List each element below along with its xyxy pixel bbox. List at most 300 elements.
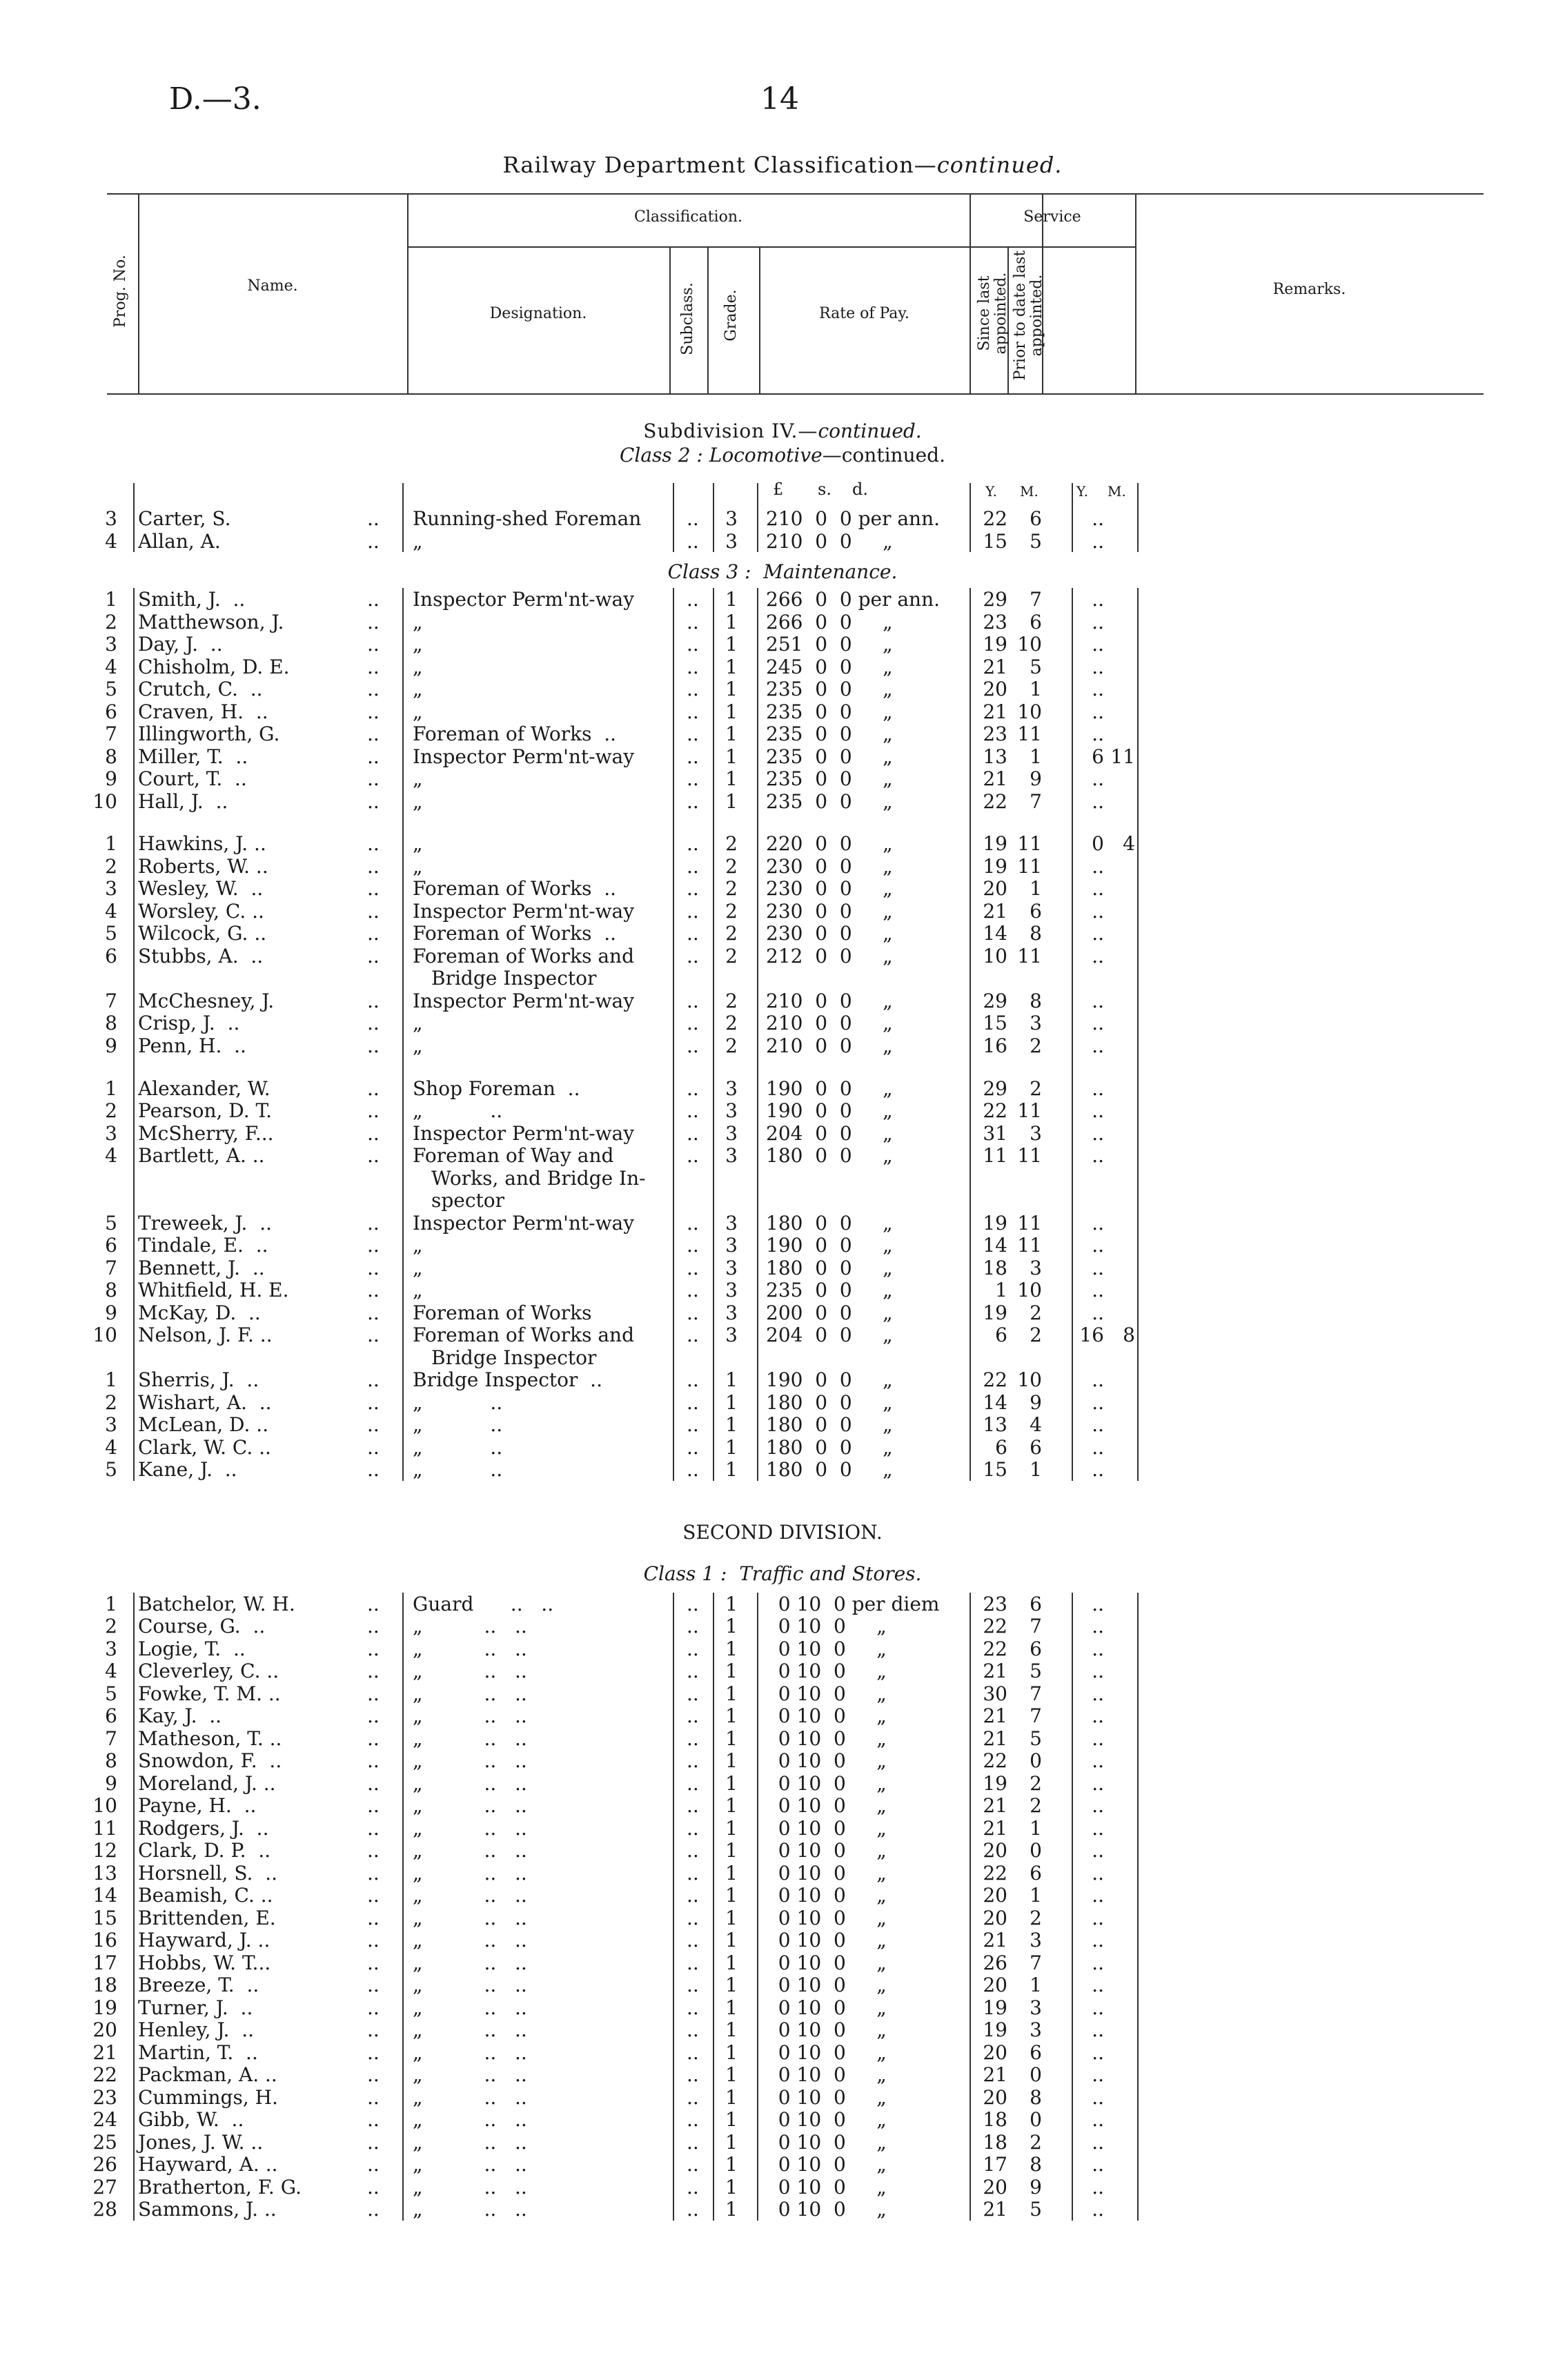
cell-rate: 0 10 0 „ [766, 1929, 887, 1951]
table-row [0, 1817, 1565, 1839]
cell-desig: „ [413, 1012, 423, 1035]
cell-name: Hawkins, J. .. [138, 832, 266, 856]
cell-sub: .. [687, 588, 699, 611]
column-rule [1072, 588, 1073, 1481]
cell-no: 12 [92, 1839, 117, 1862]
table-row [0, 1862, 1565, 1884]
subdivision-continued: continued. [818, 420, 922, 442]
column-rule [1137, 1593, 1139, 2221]
cell-name: Matheson, T. .. [138, 1727, 282, 1750]
cell-desig: „ .. .. [413, 2108, 527, 2131]
pence-unit: d. [852, 480, 868, 499]
column-rule [402, 588, 404, 1481]
cell-m: 10 [1017, 1279, 1042, 1301]
cell-grade: 1 [725, 1637, 738, 1660]
header-divider [707, 246, 709, 393]
class1-label: Class 1 : [643, 1562, 727, 1585]
class2-heading [0, 444, 1565, 466]
cell-grade: 3 [725, 1099, 738, 1122]
cell-m: 2 [1030, 1324, 1042, 1346]
cell-m: 10 [1017, 633, 1042, 656]
cell-m: 11 [1017, 1211, 1042, 1235]
cell-sub: .. [687, 767, 699, 790]
table-row [0, 633, 1565, 655]
cell-desig: „ [413, 1279, 423, 1301]
cell-py: .. [1092, 1592, 1104, 1615]
cell-py: .. [1092, 1390, 1104, 1414]
cell-m: 10 [1017, 1368, 1042, 1391]
cell-y: 21 [983, 2198, 1007, 2221]
cell-m: 7 [1030, 1615, 1042, 1638]
cell-desig: „ [413, 655, 423, 678]
cell-dots: .. [367, 610, 380, 633]
cell-no: 1 [105, 1592, 117, 1615]
cell-no: 6 [105, 700, 117, 723]
cell-dots: .. [367, 1012, 380, 1035]
cell-grade: 1 [725, 1413, 738, 1436]
cell-dots: .. [367, 854, 380, 878]
cell-rate: 235 0 0 „ [766, 789, 893, 813]
cell-name: Roberts, W. .. [138, 854, 268, 878]
table-row [0, 2153, 1565, 2175]
cell-m: 6 [1030, 2040, 1042, 2064]
column-rule [1072, 483, 1073, 552]
cell-desig: „ .. [413, 1435, 503, 1459]
cell-name: Jones, J. W. .. [138, 2130, 264, 2154]
cell-grade: 2 [725, 1012, 738, 1035]
cell-rate: 210 0 0 „ [766, 1034, 893, 1057]
table-row [0, 945, 1565, 967]
cell-y: 15 [983, 529, 1007, 553]
cell-dots: .. [367, 2018, 380, 2041]
cell-dots: .. [367, 789, 380, 813]
cell-name: Hobbs, W. T... [138, 1951, 271, 1974]
cell-dots: .. [367, 1682, 380, 1705]
cell-py: .. [1092, 1906, 1104, 1929]
cell-sub: .. [687, 922, 699, 945]
cell-desig: „ .. .. [413, 1615, 527, 1638]
cell-sub: .. [687, 1413, 699, 1436]
cell-no: 3 [105, 877, 117, 901]
cell-m: 10 [1017, 700, 1042, 723]
cell-no: 2 [105, 1099, 117, 1122]
cell-py: .. [1092, 700, 1104, 723]
cell-dots: .. [367, 877, 380, 901]
table-row [0, 1974, 1565, 1996]
cell-sub: .. [687, 1458, 699, 1481]
cell-rate: 0 10 0 „ [766, 1861, 887, 1885]
cell-dots: .. [367, 1704, 380, 1727]
years-unit: Y. [985, 483, 997, 500]
cell-rate: 204 0 0 „ [766, 1121, 893, 1145]
cell-no: 5 [105, 1682, 117, 1705]
cell-py: .. [1092, 2108, 1104, 2131]
cell-py: .. [1092, 1413, 1104, 1436]
cell-sub: .. [687, 1144, 699, 1167]
cell-name: Craven, H. .. [138, 700, 268, 723]
cell-rate: 190 0 0 „ [766, 1099, 893, 1122]
cell-dots: .. [367, 1034, 380, 1057]
cell-name: Packman, A. .. [138, 2063, 277, 2086]
cell-m: 5 [1030, 1660, 1042, 1682]
cell-dots: .. [367, 2198, 380, 2221]
cell-y: 21 [983, 1704, 1007, 1727]
cell-grade: 1 [725, 1660, 738, 1682]
cell-name: Wishart, A. .. [138, 1390, 272, 1414]
cell-dots: .. [367, 1435, 380, 1459]
prior-months-unit: M. [1108, 483, 1126, 500]
table-row [0, 1436, 1565, 1458]
cell-no: 9 [105, 1771, 117, 1795]
cell-dots: .. [367, 1816, 380, 1840]
column-rule [1137, 483, 1139, 552]
cell-rate: 230 0 0 „ [766, 922, 893, 945]
class3-heading [0, 560, 1565, 583]
cell-no: 7 [105, 722, 117, 745]
cell-rate: 230 0 0 „ [766, 877, 893, 901]
cell-sub: .. [687, 1012, 699, 1035]
prior-years-unit: Y. [1076, 483, 1088, 500]
cell-no: 22 [92, 2063, 117, 2086]
cell-rate: 190 0 0 „ [766, 1076, 893, 1100]
cell-y: 15 [983, 1458, 1007, 1481]
class2-title: Locomotive [709, 444, 823, 466]
cell-name: Crisp, J. .. [138, 1012, 240, 1035]
cell-sub: .. [687, 529, 699, 553]
cell-py: .. [1092, 767, 1104, 790]
cell-no: 4 [105, 1144, 117, 1167]
cell-rate: 0 10 0 „ [766, 1906, 887, 1929]
cell-dots: .. [367, 1256, 380, 1279]
cell-py: .. [1092, 633, 1104, 656]
cell-desig: „ .. .. [413, 2085, 527, 2109]
cell-m: 6 [1030, 507, 1042, 530]
cell-name: Course, G. .. [138, 1615, 266, 1638]
table-row [0, 1727, 1565, 1749]
cell-no: 21 [92, 2040, 117, 2064]
cell-py: .. [1092, 2130, 1104, 2154]
cell-desig: Inspector Perm'nt-way [413, 745, 635, 768]
cell-dots: .. [367, 2063, 380, 2086]
cell-grade: 1 [725, 1458, 738, 1481]
cell-desig: „ [413, 789, 423, 813]
cell-rate: 235 0 0 „ [766, 678, 893, 700]
cell-y: 18 [983, 2130, 1007, 2154]
cell-grade: 1 [725, 1884, 738, 1907]
cell-y: 21 [983, 767, 1007, 790]
cell-m: 11 [1017, 944, 1042, 967]
cell-y: 21 [983, 655, 1007, 678]
cell-no: 25 [92, 2130, 117, 2154]
title-main: Railway Department Classification— [502, 152, 937, 178]
cell-dots: .. [367, 1615, 380, 1638]
cell-desig: Shop Foreman .. [413, 1076, 580, 1100]
cell-grade: 1 [725, 2063, 738, 2086]
cell-desig: „ [413, 610, 423, 633]
cell-desig: „ .. .. [413, 1929, 527, 1951]
cell-name: Sammons, J. .. [138, 2198, 277, 2221]
table-row [0, 1704, 1565, 1727]
cell-dots: .. [367, 2040, 380, 2064]
cell-sub: .. [687, 899, 699, 923]
cell-name: McLean, D. .. [138, 1413, 269, 1436]
cell-rate: 0 10 0 „ [766, 2085, 887, 2109]
cell-y: 21 [983, 1727, 1007, 1750]
cell-desig: „ .. .. [413, 2175, 527, 2199]
cell-dots: .. [367, 700, 380, 723]
cell-grade: 1 [725, 1592, 738, 1615]
cell-no: 2 [105, 854, 117, 878]
cell-name: Snowdon, F. .. [138, 1749, 282, 1772]
cell-name: Bratherton, F. G. [138, 2175, 302, 2199]
cell-y: 21 [983, 1794, 1007, 1817]
cell-y: 17 [983, 2153, 1007, 2176]
cell-py: .. [1092, 1749, 1104, 1772]
cell-m: 1 [1030, 1458, 1042, 1481]
table-row [0, 530, 1565, 552]
cell-y: 22 [983, 1615, 1007, 1638]
cell-py: .. [1092, 1256, 1104, 1279]
cell-rate: 235 0 0 „ [766, 1279, 893, 1301]
table-row [0, 1279, 1565, 1301]
cell-y: 21 [983, 1816, 1007, 1840]
months-unit: M. [1020, 483, 1039, 500]
table-row [0, 1012, 1565, 1034]
cell-rate: 0 10 0 „ [766, 1682, 887, 1705]
cell-rate: 230 0 0 „ [766, 854, 893, 878]
cell-no: 1 [105, 832, 117, 856]
table-row [0, 1368, 1565, 1390]
cell-dots: .. [367, 2085, 380, 2109]
cell-sub: .. [687, 854, 699, 878]
designation-continuation: Works, and Bridge In- [431, 1166, 646, 1190]
cell-name: Breeze, T. .. [138, 1974, 259, 1996]
cell-grade: 1 [725, 610, 738, 633]
cell-y: 11 [983, 1144, 1007, 1167]
cell-grade: 1 [725, 1727, 738, 1750]
cell-y: 23 [983, 610, 1007, 633]
cell-dots: .. [367, 832, 380, 856]
cell-m: 2 [1030, 1301, 1042, 1324]
class1-heading [0, 1562, 1565, 1585]
cell-no: 3 [105, 633, 117, 656]
cell-y: 23 [983, 722, 1007, 745]
cell-sub: .. [687, 2018, 699, 2041]
cell-py: .. [1092, 944, 1104, 967]
cell-dots: .. [367, 1234, 380, 1257]
cell-rate: 0 10 0 „ [766, 2175, 887, 2199]
cell-m: 0 [1030, 1839, 1042, 1862]
cell-py: .. [1092, 588, 1104, 611]
cell-rate: 0 10 0 „ [766, 2018, 887, 2041]
table-row [0, 1324, 1565, 1346]
cell-sub: .. [687, 2108, 699, 2131]
cell-py: .. [1092, 1034, 1104, 1057]
cell-name: Clark, W. C. .. [138, 1435, 271, 1459]
table-row [0, 2131, 1565, 2153]
cell-m: 5 [1030, 529, 1042, 553]
cell-grade: 3 [725, 507, 738, 530]
cell-y: 22 [983, 1368, 1007, 1391]
cell-dots: .. [367, 1324, 380, 1346]
cell-py: .. [1092, 1727, 1104, 1750]
cell-y: 13 [983, 745, 1007, 768]
cell-sub: .. [687, 722, 699, 745]
cell-grade: 1 [725, 767, 738, 790]
table-row [0, 1122, 1565, 1144]
cell-rate: 210 0 0 per ann. [766, 507, 941, 530]
designation-header: Designation. [489, 305, 587, 322]
cell-dots: .. [367, 1929, 380, 1951]
cell-py: 6 [1092, 745, 1104, 768]
cell-m: 2 [1030, 1794, 1042, 1817]
column-rule [402, 1593, 404, 2221]
cell-m: 5 [1030, 2198, 1042, 2221]
table-row [0, 678, 1565, 700]
cell-no: 6 [105, 1704, 117, 1727]
cell-y: 20 [983, 2175, 1007, 2199]
cell-name: Kay, J. .. [138, 1704, 222, 1727]
cell-grade: 1 [725, 1615, 738, 1638]
cell-rate: 235 0 0 „ [766, 700, 893, 723]
cell-sub: .. [687, 2130, 699, 2154]
cell-grade: 1 [725, 2175, 738, 2199]
cell-py: .. [1092, 1121, 1104, 1145]
cell-dots: .. [367, 2153, 380, 2176]
cell-py: .. [1092, 989, 1104, 1012]
cell-rate: 0 10 0 „ [766, 2108, 887, 2131]
cell-name: Matthewson, J. [138, 610, 284, 633]
cell-rate: 0 10 0 „ [766, 1727, 887, 1750]
cell-no: 23 [92, 2085, 117, 2109]
cell-py: .. [1092, 1211, 1104, 1235]
cell-dots: .. [367, 922, 380, 945]
cell-sub: .. [687, 1794, 699, 1817]
table-row [0, 722, 1565, 745]
cell-py: .. [1092, 2085, 1104, 2109]
cell-py: .. [1092, 1279, 1104, 1301]
cell-desig: Inspector Perm'nt-way [413, 1211, 635, 1235]
cell-sub: .. [687, 507, 699, 530]
cell-py: .. [1092, 2040, 1104, 2064]
cell-sub: .. [687, 1615, 699, 1638]
cell-y: 29 [983, 1076, 1007, 1100]
cell-rate: 180 0 0 „ [766, 1144, 893, 1167]
cell-sub: .. [687, 1861, 699, 1885]
cell-rate: 204 0 0 „ [766, 1324, 893, 1346]
cell-desig: „ .. .. [413, 1996, 527, 2019]
cell-m: 11 [1017, 1099, 1042, 1122]
cell-y: 22 [983, 1749, 1007, 1772]
cell-name: Crutch, C. .. [138, 678, 263, 700]
cell-py: .. [1092, 610, 1104, 633]
cell-name: Horsnell, S. .. [138, 1861, 278, 1885]
cell-dots: .. [367, 1637, 380, 1660]
cell-grade: 2 [725, 832, 738, 856]
table-row [0, 2086, 1565, 2108]
table-row [0, 1682, 1565, 1704]
cell-m: 11 [1017, 832, 1042, 856]
cell-y: 29 [983, 989, 1007, 1012]
table-row [0, 790, 1565, 812]
cell-no: 13 [92, 1861, 117, 1885]
cell-name: Miller, T. .. [138, 745, 248, 768]
cell-dots: .. [367, 633, 380, 656]
cell-name: Whitfield, H. E. [138, 1279, 289, 1301]
cell-grade: 3 [725, 1279, 738, 1301]
cell-m: 3 [1030, 1929, 1042, 1951]
cell-desig: Running-shed Foreman [413, 507, 642, 530]
cell-y: 22 [983, 789, 1007, 813]
cell-desig: „ [413, 1034, 423, 1057]
cell-dots: .. [367, 1749, 380, 1772]
table-row [0, 1234, 1565, 1256]
table-row [0, 1907, 1565, 1929]
cell-desig: „ .. .. [413, 1816, 527, 1840]
cell-desig: „ .. .. [413, 1794, 527, 1817]
cell-rate: 230 0 0 „ [766, 899, 893, 923]
cell-no: 8 [105, 1012, 117, 1035]
cell-rate: 266 0 0 „ [766, 610, 893, 633]
cell-rate: 0 10 0 „ [766, 1749, 887, 1772]
cell-rate: 190 0 0 „ [766, 1368, 893, 1391]
cell-grade: 2 [725, 989, 738, 1012]
cell-no: 4 [105, 1660, 117, 1682]
cell-rate: 180 0 0 „ [766, 1413, 893, 1436]
cell-grade: 3 [725, 1076, 738, 1100]
cell-name: Batchelor, W. H. [138, 1592, 295, 1615]
cell-name: Brittenden, E. [138, 1906, 276, 1929]
column-rule [1137, 588, 1139, 1481]
cell-sub: .. [687, 1076, 699, 1100]
cell-py: .. [1092, 722, 1104, 745]
column-rule [673, 1593, 674, 2221]
cell-m: 8 [1030, 922, 1042, 945]
cell-desig: „ [413, 767, 423, 790]
cell-m: 4 [1030, 1413, 1042, 1436]
cell-no: 4 [105, 1435, 117, 1459]
cell-sub: .. [687, 1704, 699, 1727]
cell-no: 17 [92, 1951, 117, 1974]
cell-dots: .. [367, 1279, 380, 1301]
cell-rate: 0 10 0 „ [766, 2198, 887, 2221]
cell-py: .. [1092, 1144, 1104, 1167]
table-row [0, 611, 1565, 633]
table-row [0, 1996, 1565, 2018]
cell-rate: 0 10 0 „ [766, 2063, 887, 2086]
cell-grade: 2 [725, 899, 738, 923]
cell-grade: 3 [725, 529, 738, 553]
cell-rate: 0 10 0 „ [766, 1771, 887, 1795]
cell-dots: .. [367, 1592, 380, 1615]
cell-no: 6 [105, 944, 117, 967]
cell-y: 20 [983, 1839, 1007, 1862]
cell-name: Worsley, C. .. [138, 899, 264, 923]
cell-sub: .. [687, 1099, 699, 1122]
cell-dots: .. [367, 1951, 380, 1974]
since-last-header: Since last appointed. [976, 272, 1010, 355]
table-row [0, 1884, 1565, 1906]
cell-sub: .. [687, 1256, 699, 1279]
cell-no: 26 [92, 2153, 117, 2176]
cell-rate: 235 0 0 „ [766, 722, 893, 745]
table-row [0, 1593, 1565, 1615]
cell-desig: Foreman of Works and [413, 1324, 635, 1346]
cell-sub: .. [687, 1682, 699, 1705]
cell-no: 3 [105, 507, 117, 530]
cell-sub: .. [687, 1301, 699, 1324]
cell-py: .. [1092, 922, 1104, 945]
